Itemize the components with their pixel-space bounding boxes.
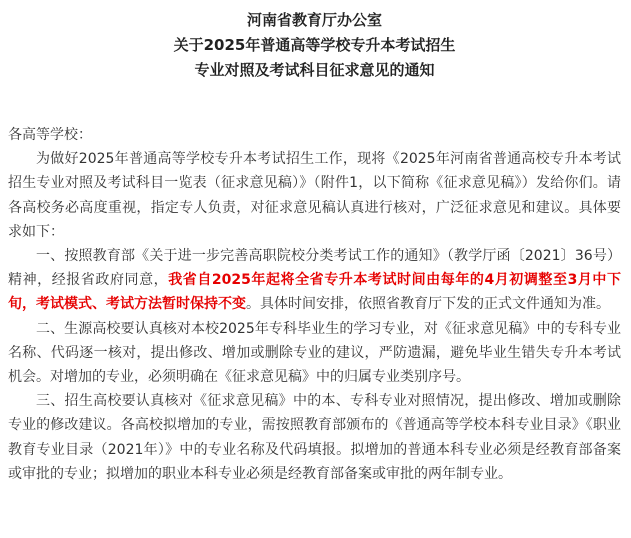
- salutation: 各高等学校：: [8, 127, 92, 143]
- item-3-paragraph: 三、招生高校要认真核对《征求意见稿》中的本、专科专业对照情况，提出修改、增加或删除专业的修改建议。各高校拟增加的专业，需按照教育部颁布的《普通高等学校本科专业目录》《职业教育专业目录（2021年）》中的专业名称及代码填报。拟增加的普通本科专业必须是经教育部备案或审批的专业；拟增加的职业本科专业必须是经教育部备案或审批的两年制专业。: [8, 393, 621, 482]
- intro-paragraph: 为做好2025年普通高等学校专升本考试招生工作，现将《2025年河南省普通高校专升本考试招生专业对照及考试科目一览表（征求意见稿）》（附件1，以下简称《征求意见稿》）发给你们。请各高校务必高度重视，指定专人负责，对征求意见稿认真进行核对，广泛征求意见和建议。具体要求如下：: [8, 151, 621, 240]
- issuer-title: 河南省教育厅办公室: [246, 11, 382, 29]
- notice-title-line2: 专业对照及考试科目征求意见的通知: [194, 61, 435, 79]
- item-1-highlight: 我省自2025年起将全省专升本考试时间由每年的4月初调整至3月中下旬，考试模式、考试方法暂时保持不变: [8, 272, 621, 313]
- notice-title-line1: 关于2025年普通高等学校专升本考试招生: [173, 36, 456, 54]
- notice-body: [8, 123, 621, 486]
- item-2-paragraph: 二、生源高校要认真核对本校2025年专科毕业生的学习专业，对《征求意见稿》中的专科专业名称、代码逐一核对，提出修改、增加或删除专业的建议，严防遗漏，避免毕业生错失专升本考试机会。对增加的专业，必须明确在《征求意见稿》中的归属专业类别序号。: [8, 320, 621, 386]
- item-1-tail: 。具体时间安排，依照省教育厅下发的正式文件通知为准。: [246, 296, 610, 313]
- item-1-lead: 一、按照教育部《关于进一步完善高职院校分类考试工作的通知》（教学厅函〔2021〕36号）精神，经报省政府同意，: [8, 248, 621, 289]
- item-1-paragraph: [8, 244, 621, 317]
- notice-header: [8, 8, 621, 83]
